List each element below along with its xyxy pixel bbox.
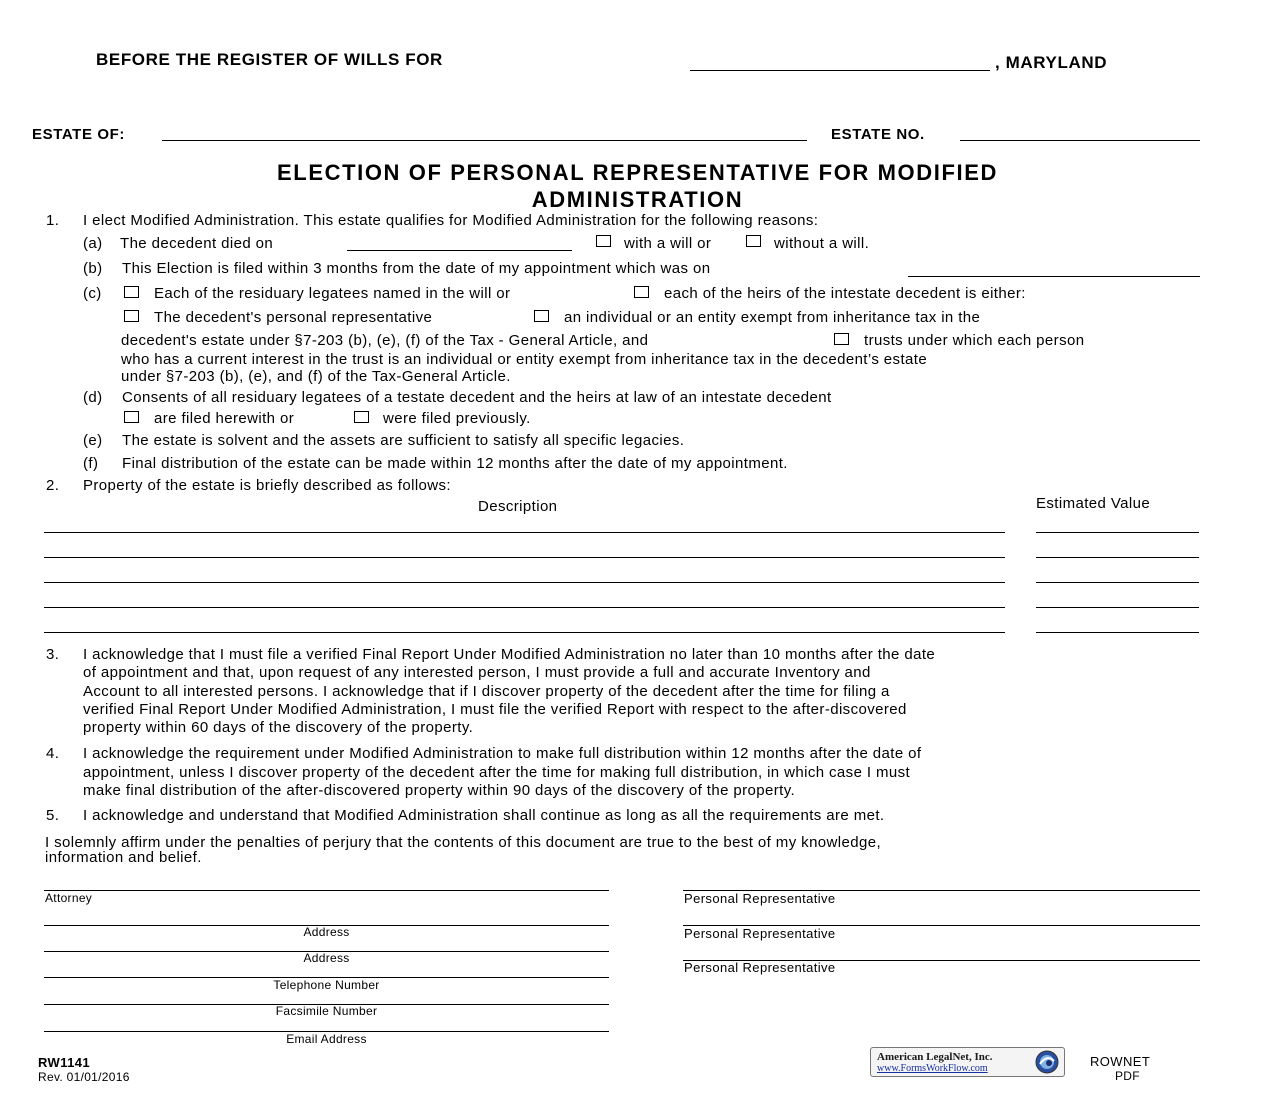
revision-date: Rev. 01/01/2016 — [38, 1070, 130, 1084]
consents-previously-label: were filed previously. — [383, 410, 531, 427]
attorney-signature-line[interactable] — [44, 890, 609, 891]
item1c-letter: (c) — [83, 285, 102, 302]
estate-of-label: ESTATE OF: — [32, 126, 125, 143]
property-description-line[interactable] — [44, 582, 1005, 583]
form-number: RW1141 — [38, 1055, 91, 1070]
item1e-text: The estate is solvent and the assets are sufficient to satisfy all specific legacies. — [122, 432, 685, 449]
personal-rep-checkbox[interactable] — [124, 310, 139, 322]
item1d-letter: (d) — [83, 389, 103, 406]
consents-herewith-label: are filed herewith or — [154, 410, 295, 427]
property-description-line[interactable] — [44, 532, 1005, 533]
estate-of-field[interactable] — [162, 140, 807, 141]
logo-company-name: American LegalNet, Inc. — [877, 1051, 993, 1063]
rownet-label: ROWNET — [1090, 1054, 1151, 1069]
item1d-text: Consents of all residuary legatees of a testate decedent and the heirs at law of an intestate decedent — [122, 389, 832, 406]
item1b-letter: (b) — [83, 260, 103, 277]
estate-no-label: ESTATE NO. — [831, 126, 925, 143]
item1a-letter: (a) — [83, 235, 103, 252]
email-label: Email Address — [286, 1032, 367, 1046]
property-description-line[interactable] — [44, 632, 1005, 633]
item2-number: 2. — [46, 477, 60, 494]
appointment-date-field[interactable] — [908, 276, 1200, 277]
date-of-death-field[interactable] — [347, 250, 572, 251]
item3-line: I acknowledge that I must file a verified Final Report Under Modified Administration no later than 10 months after the date — [83, 646, 936, 663]
description-header: Description — [478, 498, 558, 515]
item2-text: Property of the estate is briefly described as follows: — [83, 477, 451, 494]
pdf-label: PDF — [1115, 1069, 1140, 1083]
personal-rep-label: The decedent's personal representative — [154, 309, 433, 326]
form-title-line2: ADMINISTRATION — [531, 187, 744, 212]
item4-line: make final distribution of the after-discovered property within 90 days of the discovery of the property. — [83, 782, 796, 799]
property-value-line[interactable] — [1036, 582, 1199, 583]
item5-text: I acknowledge and understand that Modified Administration shall continue as long as all the requirements are met. — [83, 807, 885, 824]
estimated-value-header: Estimated Value — [1036, 495, 1151, 512]
item4-number: 4. — [46, 745, 60, 762]
without-will-checkbox[interactable] — [746, 235, 761, 247]
item1c-line4: who has a current interest in the trust is an individual or entity exempt from inheritance tax in the decedent’s estate — [121, 351, 928, 368]
item1a-text: The decedent died on — [120, 235, 274, 252]
pr3-label: Personal Representative — [684, 960, 836, 975]
with-will-label: with a will or — [624, 235, 712, 252]
facsimile-label: Facsimile Number — [275, 1004, 378, 1018]
item3-line: property within 60 days of the discovery of the property. — [83, 719, 474, 736]
without-will-label: without a will. — [774, 235, 870, 252]
item3-number: 3. — [46, 646, 60, 663]
pr2-label: Personal Representative — [684, 926, 836, 941]
county-field[interactable] — [690, 70, 990, 71]
legatees-checkbox[interactable] — [124, 286, 139, 298]
item3-line: of appointment and that, upon request of any interested person, I must provide a full and accurate Inventory and — [83, 664, 871, 681]
exempt-individual-checkbox[interactable] — [534, 310, 549, 322]
item1-intro: I elect Modified Administration. This estate qualifies for Modified Administration for the following reasons: — [83, 212, 819, 229]
affirmation-line1: I solemnly affirm under the penalties of perjury that the contents of this document are true to the best of my knowledge, — [45, 834, 882, 851]
attorney-label: Attorney — [45, 891, 93, 905]
state-label: , MARYLAND — [995, 53, 1108, 72]
trusts-label: trusts under which each person — [864, 332, 1085, 349]
american-legalnet-logo[interactable] — [870, 1047, 1065, 1077]
item4-line: appointment, unless I discover property of the decedent after the time for making full distribution, in which case I must — [83, 764, 911, 781]
item4-line: I acknowledge the requirement under Modified Administration to make full distribution within 12 months after the date of — [83, 745, 922, 762]
item3-line: verified Final Report Under Modified Administration, I must file the verified Report with respect to the after-discovered — [83, 701, 907, 718]
consents-herewith-checkbox[interactable] — [124, 411, 139, 423]
item1c-line5: under §7-203 (b), (e), and (f) of the Tax-General Article. — [121, 368, 511, 385]
register-label: BEFORE THE REGISTER OF WILLS FOR — [96, 50, 443, 69]
item1f-letter: (f) — [83, 455, 99, 472]
property-description-line[interactable] — [44, 607, 1005, 608]
affirmation-line2: information and belief. — [45, 849, 202, 866]
item1e-letter: (e) — [83, 432, 103, 449]
telephone-label: Telephone Number — [273, 978, 380, 992]
property-description-line[interactable] — [44, 557, 1005, 558]
legatees-label: Each of the residuary legatees named in the will or — [154, 285, 511, 302]
consents-previously-checkbox[interactable] — [354, 411, 369, 423]
heirs-checkbox[interactable] — [634, 286, 649, 298]
logo-url[interactable]: www.FormsWorkFlow.com — [877, 1063, 988, 1074]
property-value-line[interactable] — [1036, 532, 1199, 533]
estate-no-field[interactable] — [960, 140, 1200, 141]
item1c-line3: decedent's estate under §7-203 (b), (e), (f) of the Tax - General Article, and — [121, 332, 649, 349]
property-value-line[interactable] — [1036, 557, 1199, 558]
property-value-line[interactable] — [1036, 632, 1199, 633]
property-value-line[interactable] — [1036, 607, 1199, 608]
pr1-label: Personal Representative — [684, 891, 836, 906]
item3-line: Account to all interested persons. I acknowledge that if I discover property of the decedent after the time for filing a — [83, 683, 890, 700]
with-will-checkbox[interactable] — [596, 235, 611, 247]
trusts-checkbox[interactable] — [834, 333, 849, 345]
item1-number: 1. — [46, 212, 60, 229]
item5-number: 5. — [46, 807, 60, 824]
address1-label: Address — [303, 925, 350, 939]
item1f-text: Final distribution of the estate can be made within 12 months after the date of my appointment. — [122, 455, 788, 472]
globe-icon — [1034, 1049, 1060, 1075]
item1b-text: This Election is filed within 3 months from the date of my appointment which was on — [122, 260, 711, 277]
exempt-individual-label: an individual or an entity exempt from inheritance tax in the — [564, 309, 981, 326]
heirs-label: each of the heirs of the intestate decedent is either: — [664, 285, 1026, 302]
form-title-line1: ELECTION OF PERSONAL REPRESENTATIVE FOR MODIFIED — [277, 160, 998, 185]
address2-label: Address — [303, 951, 350, 965]
